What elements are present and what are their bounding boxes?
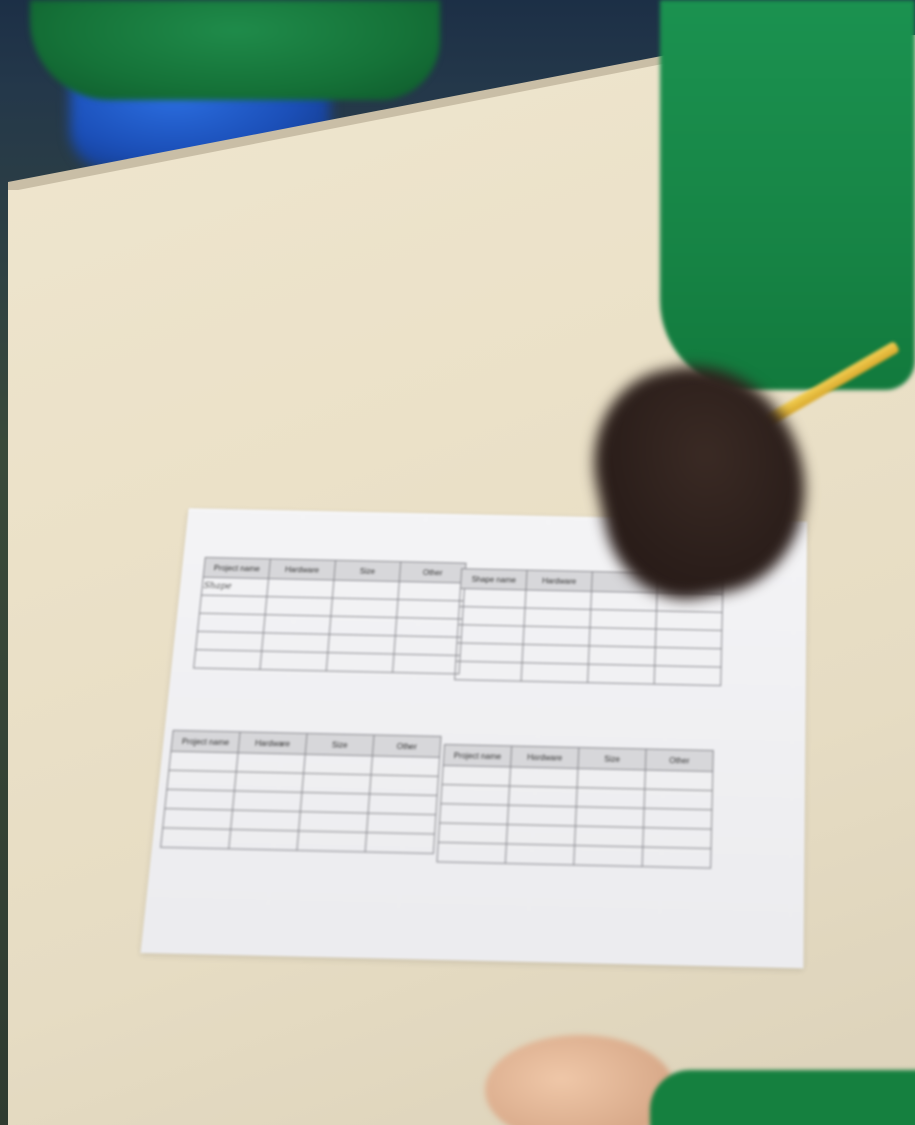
table-cell: [371, 756, 440, 777]
table-cell: [455, 661, 522, 681]
table-cell: [326, 653, 394, 673]
table-cell: [367, 813, 436, 834]
table-cell: [302, 773, 371, 794]
table-cell: [263, 615, 330, 635]
table-cell: [510, 767, 578, 788]
table-cell: [591, 591, 657, 610]
table-cell: [304, 754, 373, 775]
table-cell: [655, 647, 722, 667]
table-cell: [161, 828, 231, 849]
table-cell: [370, 775, 439, 796]
table-cell: [300, 792, 369, 813]
table-cell: [332, 580, 399, 599]
table-cell: [590, 609, 657, 629]
table-cell: Shape: [201, 577, 268, 596]
table-cell: [393, 654, 461, 674]
table-cell: [456, 643, 523, 663]
table-cell: [574, 845, 643, 866]
table-cell: [167, 770, 236, 791]
worksheet-table-1: [193, 557, 466, 674]
table-cell: [654, 666, 721, 686]
table-cell: [439, 804, 508, 825]
table-cell: [265, 597, 332, 617]
table-cell: [642, 847, 711, 868]
table-cell: [229, 829, 299, 850]
table-cell: [643, 808, 711, 829]
table-cell: [163, 809, 233, 830]
table-cell: [196, 631, 264, 651]
table-cell: [231, 810, 301, 831]
table-cell: [575, 826, 644, 847]
green-sleeve-bottom: [650, 1070, 915, 1125]
table-cell: [506, 824, 575, 845]
table-cell: [656, 611, 722, 631]
table-cell: [365, 833, 435, 854]
table-header: Other: [399, 562, 466, 583]
table-cell: [507, 805, 576, 826]
table-cell: [575, 807, 644, 828]
table-header: Hardware: [511, 746, 579, 768]
table-header: Shape name: [460, 569, 527, 590]
table-cell: [262, 633, 330, 653]
table-header: Other: [645, 749, 713, 771]
table-cell: [329, 616, 396, 636]
table-cell: [523, 626, 590, 646]
table-header: Size: [578, 748, 646, 770]
table-cell: [525, 590, 591, 609]
table-cell: [194, 650, 262, 670]
table-cell: [198, 613, 266, 633]
table-cell: [236, 753, 305, 774]
green-sleeve-top: [30, 0, 440, 100]
table-header: Size: [305, 733, 374, 755]
table-cell: [260, 651, 328, 671]
table-cell: [588, 646, 655, 666]
table-cell: [459, 589, 526, 608]
table-cell: [297, 831, 367, 852]
table-cell: [397, 599, 464, 619]
worksheet-table-4: [436, 744, 713, 869]
table-cell: [508, 786, 577, 807]
table-cell: [395, 618, 462, 638]
table-header: Other: [372, 735, 441, 757]
table-cell: [442, 765, 511, 786]
table-cell: [505, 844, 574, 865]
green-sleeve-right: [660, 0, 915, 390]
table-header: Size: [334, 560, 401, 581]
table-cell: [441, 784, 510, 805]
table-cell: [645, 770, 713, 791]
table-cell: [299, 812, 368, 833]
table-cell: [457, 625, 524, 645]
table-header: Project name: [203, 557, 270, 578]
table-cell: [522, 644, 589, 664]
table-cell: [524, 608, 591, 628]
table-cell: [199, 595, 266, 615]
table-cell: [165, 789, 235, 810]
table-cell: [589, 628, 656, 648]
table-cell: [438, 823, 507, 844]
table-cell: [644, 789, 712, 810]
worksheet-table-3: [160, 730, 441, 854]
table-cell: [394, 636, 461, 656]
table-cell: [588, 664, 655, 684]
table-cell: [458, 607, 525, 627]
table-cell: [521, 663, 588, 683]
table-cell: [328, 634, 395, 654]
table-cell: [233, 791, 302, 812]
table-cell: [576, 788, 644, 809]
table-cell: [234, 772, 303, 793]
table-cell: [655, 629, 722, 649]
table-header: Hardware: [238, 732, 307, 754]
table-header: Project name: [443, 744, 511, 766]
table-header: Hardware: [526, 570, 592, 591]
table-header: Hardware: [269, 559, 336, 580]
table-cell: [267, 579, 334, 598]
table-header: Project name: [171, 730, 240, 752]
table-cell: [331, 598, 398, 618]
table-cell: [437, 842, 506, 863]
table-cell: [169, 751, 238, 772]
table-cell: [398, 581, 465, 600]
table-cell: [368, 794, 437, 815]
table-cell: [577, 768, 645, 789]
table-cell: [643, 828, 712, 849]
